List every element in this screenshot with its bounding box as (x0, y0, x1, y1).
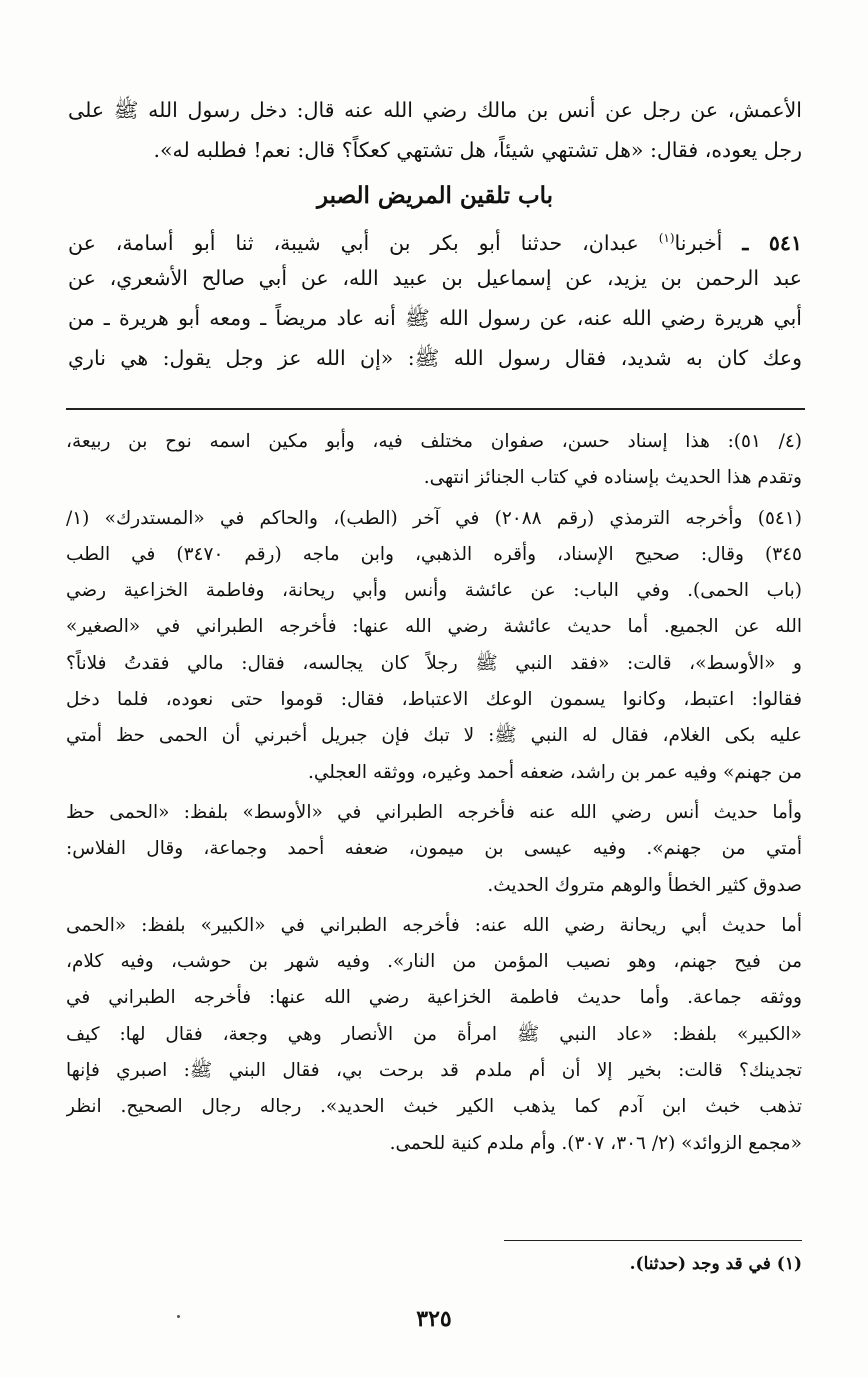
hadith-line-rest: عبدان، حدثنا أبو بكر بن أبي شيبة، ثنا أبو أسامة، عن (68, 230, 639, 255)
note-line: و «الأوسط»، قالت: «فقد النبي ﷺ رجلاً كان يجالسه، فقال: مالي فقدتُ فلاناً؟ (66, 652, 802, 674)
print-speck (177, 1315, 180, 1318)
footnote: (١) في قد وجد (حدثنا). (629, 1254, 802, 1274)
note-line: من فيح جهنم، وهو نصيب المؤمن من النار». وفيه شهر بن حوشب، وفيه كلام، (66, 951, 802, 973)
note-line: «الكبير» بلفظ: «عاد النبي ﷺ امرأة من الأنصار وهي وجعة، فقال لها: كيف (66, 1023, 802, 1045)
footnote-separator (504, 1240, 802, 1241)
text-line: عبد الرحمن بن يزيد، عن إسماعيل بن عبيد الله، عن أبي صالح الأشعري، عن (68, 266, 802, 290)
footnote-marker: (١) (658, 231, 675, 245)
note-line: أمتي من جهنم». وفيه عيسى بن ميمون، ضعفه أحمد وجماعة، وقال الفلاس: (66, 838, 802, 860)
note-line: «مجمع الزوائد» (٢/ ٣٠٦، ٣٠٧). وأم ملدم كنية للحمى. (389, 1132, 802, 1154)
note-line: ٣٤٥) وقال: صحيح الإسناد، وأقره الذهبي، وابن ماجه (رقم ٣٤٧٠) في الطب (66, 543, 802, 565)
note-line: فقالوا: اعتبط، وكانوا يسمون الوعك الاعتباط، فقال: قوموا حتى نعوده، فلما دخل (66, 689, 802, 711)
text-line: وعك كان به شديد، فقال رسول الله ﷺ: «إن الله عز وجل يقول: هي ناري (68, 346, 802, 370)
main-text (68, 90, 802, 378)
hadith-first-line (68, 218, 802, 258)
note-line: (٤/ ٥١): هذا إسناد حسن، صفوان مختلف فيه، وأبو مكين اسمه نوح بن ربيعة، (66, 431, 802, 452)
hadith-first-word: أخبرنا (674, 230, 723, 255)
note-line: من جهنم» وفيه عمر بن راشد، ضعفه أحمد وغيره، ووثقه العجلي. (308, 761, 802, 783)
editor-notes (66, 424, 802, 1166)
note-line: تذهب خبث ابن آدم كما يذهب الكير خبث الحديد». رجاله رجال الصحيح. انظر (66, 1096, 802, 1118)
notes-separator (66, 408, 805, 410)
page-number: ٣٢٥ (416, 1306, 452, 1332)
note-line: أما حديث أبي ريحانة رضي الله عنه: فأخرجه الطبراني في «الكبير» بلفظ: «الحمى (66, 914, 802, 936)
note-line: وتقدم هذا الحديث بإسناده في كتاب الجنائز انتهى. (423, 467, 802, 489)
note-line: عليه بكى الغلام، فقال له النبي ﷺ: لا تبك فإن جبريل أخبرني أن الحمى حظ أمتي (66, 725, 802, 747)
chapter-heading: باب تلقين المريض الصبر (316, 182, 554, 209)
note-paragraph (66, 795, 802, 904)
note-paragraph (66, 424, 802, 497)
note-line: صدوق كثير الخطأ والوهم متروك الحديث. (487, 874, 802, 896)
note-line: الله عن الجميع. أما حديث عائشة رضي الله عنها: فأخرجه الطبراني في «الصغير» (66, 616, 802, 638)
text-line: الأعمش، عن رجل عن أنس بن مالك رضي الله عنه قال: دخل رسول الله ﷺ على (68, 98, 802, 122)
hadith-number: ٥٤١ ـ (742, 230, 802, 255)
note-paragraph (66, 501, 802, 791)
note-line: (باب الحمى). وفي الباب: عن عائشة وأنس وأبي ريحانة، وفاطمة الخزاعية رضي (66, 580, 802, 602)
note-line: تجدينك؟ قالت: بخير إلا أن أم ملدم قد برحت بي، فقال البني ﷺ: اصبري فإنها (66, 1060, 802, 1082)
note-line: (٥٤١) وأخرجه الترمذي (رقم ٢٠٨٨) في آخر (الطب)، والحاكم في «المستدرك» (١/ (66, 507, 802, 529)
text-line: رجل يعوده، فقال: «هل تشتهي شيئاً، هل تشتهي كعكاً؟ قال: نعم! فطلبه له». (153, 138, 802, 162)
note-line: ووثقه جماعة. وأما حديث فاطمة الخزاعية رضي الله عنها: فأخرجه الطبراني في (66, 987, 802, 1009)
note-paragraph (66, 908, 802, 1162)
note-line: وأما حديث أنس رضي الله عنه فأخرجه الطبراني في «الأوسط» بلفظ: «الحمى حظ (66, 801, 802, 823)
text-line: أبي هريرة رضي الله عنه، عن رسول الله ﷺ أنه عاد مريضاً ـ ومعه أبو هريرة ـ من (68, 306, 802, 330)
